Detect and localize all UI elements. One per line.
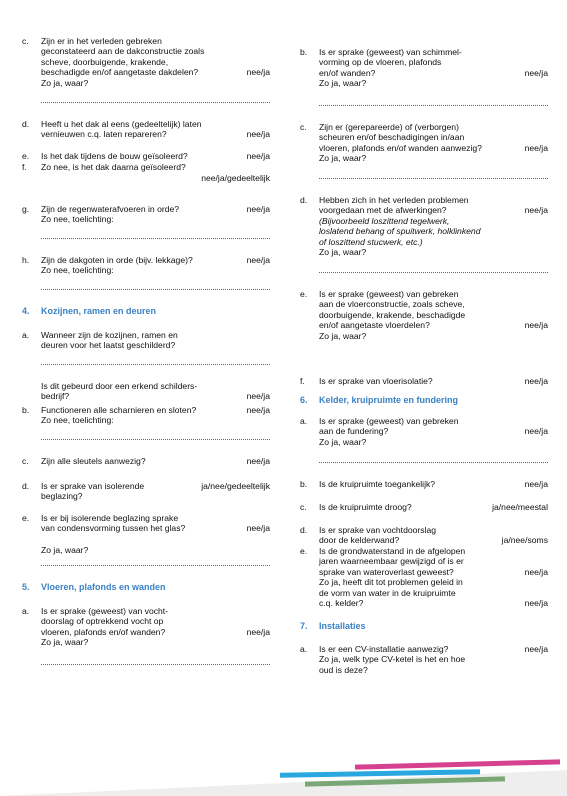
answer-option[interactable]: ja/nee/soms <box>501 535 548 545</box>
left-column <box>22 36 270 665</box>
question-cellar-b <box>300 479 548 490</box>
question-label: c. <box>300 122 307 132</box>
question-text: Functioneren alle scharnieren en sloten? Zo nee, toelichting: <box>41 405 197 426</box>
answer-option[interactable]: nee/ja <box>246 151 270 161</box>
question-label: b. <box>300 479 308 489</box>
answer-option[interactable]: nee/ja <box>246 391 270 401</box>
question-text: Is de kruipruimte toegankelijk? <box>319 479 436 489</box>
right-column <box>300 47 548 676</box>
section-heading-6 <box>300 395 548 407</box>
footer-bar-magenta <box>355 759 560 769</box>
question-text: Zijn er (gerepareerde) of (verborgen) scheuren en/of beschadigingen in/aan vloeren, plafonds en/of wanden aanwezig? Zo ja, waar? <box>319 122 482 164</box>
answer-line[interactable] <box>319 178 548 179</box>
question-text: Is er sprake (geweest) van gebreken aan de vloerconstructie, zoals scheve, doorbuigende, krakende, beschadigde en/of aangetaste vloerdelen? Zo ja, waar? <box>319 289 466 341</box>
question-cellar-a <box>300 416 548 448</box>
question-floors-f <box>300 376 548 387</box>
section-heading-7 <box>300 621 548 633</box>
question-label: d. <box>300 525 308 535</box>
question-installations-a <box>300 644 548 676</box>
question-text: Is er sprake van isolerende beglazing? <box>41 481 145 502</box>
question-label: e. <box>22 151 30 161</box>
question-label: a. <box>300 644 308 654</box>
question-text: Is er sprake (geweest) van gebreken aan de fundering? Zo ja, waar? <box>319 416 459 447</box>
answer-option[interactable]: nee/ja <box>524 598 548 608</box>
question-roof-f <box>22 162 270 184</box>
question-label: e. <box>300 289 308 299</box>
question-label: e. <box>22 513 30 523</box>
question-text: Is er sprake (geweest) van schimmel- vorming op de vloeren, plafonds en/of wanden? Zo ja, waar? <box>319 47 462 89</box>
section-title: Kozijnen, ramen en deuren <box>41 306 157 316</box>
question-text: Zo nee, is het dak daarna geïsoleerd? <box>41 162 186 172</box>
question-text: Zijn alle sleutels aanwezig? <box>41 456 146 466</box>
section-title: Kelder, kruipruimte en fundering <box>319 395 459 405</box>
section-title: Installaties <box>319 621 366 631</box>
answer-line[interactable] <box>319 105 548 106</box>
question-roof-h <box>22 255 270 277</box>
answer-option[interactable]: nee/ja <box>524 376 548 386</box>
answer-option[interactable]: nee/ja <box>524 143 548 153</box>
question-label: a. <box>22 606 30 616</box>
question-frames-c <box>22 456 270 467</box>
question-text: Zijn de dakgoten in orde (bijv. lekkage)? Zo nee, toelichting: <box>41 255 193 276</box>
follow-up: Zo ja, waar? <box>41 545 89 555</box>
question-label: c. <box>22 456 29 466</box>
question-cellar-d <box>300 525 548 546</box>
question-text: Is het dak tijdens de bouw geïsoleerd? <box>41 151 188 161</box>
question-roof-g <box>22 204 270 226</box>
section-heading-5 <box>22 582 270 594</box>
answer-line[interactable] <box>41 364 270 365</box>
question-frames-a2 <box>22 381 270 403</box>
answer-line[interactable] <box>319 462 548 463</box>
section-heading-4 <box>22 306 270 318</box>
question-frames-d <box>22 481 270 503</box>
follow-up: Zo ja, waar? <box>41 78 89 88</box>
answer-option[interactable]: nee/ja <box>524 567 548 577</box>
answer-option[interactable]: ja/nee/gedeeltelijk <box>201 481 270 491</box>
question-label: b. <box>300 47 308 57</box>
question-frames-a <box>22 330 270 352</box>
answer-line[interactable] <box>41 565 270 566</box>
answer-line[interactable] <box>41 102 270 103</box>
question-cellar-c <box>300 502 548 513</box>
question-text: Is er sprake (geweest) van vocht- doorslag of optrekkend vocht op vloeren, plafonds en/of wanden? Zo ja, waar? <box>41 606 169 648</box>
answer-option[interactable]: nee/ja <box>524 205 548 215</box>
answer-line[interactable] <box>319 272 548 273</box>
answer-option[interactable]: nee/ja <box>246 523 270 533</box>
question-floors-e <box>300 289 548 342</box>
question-text: Is dit gebeurd door een erkend schilders- bedrijf? <box>41 381 198 402</box>
question-text: Hebben zich in het verleden problemen voorgedaan met de afwerkingen? <box>319 195 469 216</box>
question-label: h. <box>22 255 30 265</box>
section-number: 7. <box>300 621 308 631</box>
answer-line[interactable] <box>41 664 270 665</box>
question-text: Zijn er in het verleden gebreken geconstateerd aan de dakconstructie zoals scheve, doorbuigende, krakende, beschadigde en/of aangetaste dakdelen? <box>41 36 205 78</box>
question-label: d. <box>300 195 308 205</box>
question-text: Is er een CV-installatie aanwezig? Zo ja, welk type CV-ketel is het en hoe oud is deze? <box>319 644 466 675</box>
question-label: d. <box>22 481 30 491</box>
answer-option[interactable]: nee/ja <box>524 479 548 489</box>
answer-option[interactable]: nee/ja <box>246 255 270 265</box>
question-label: a. <box>22 330 30 340</box>
question-label: g. <box>22 204 30 214</box>
question-floors-d <box>300 195 548 258</box>
answer-option[interactable]: ja/nee/meestal <box>492 502 548 512</box>
section-number: 6. <box>300 395 308 405</box>
question-example: (Bijvoorbeeld loszittend tegelwerk, loslatend behang of spuitwerk, holklinkend of loszittend stucwerk, etc.) <box>319 215 481 247</box>
question-floors-c <box>300 122 548 164</box>
answer-option[interactable]: nee/ja <box>524 68 548 78</box>
question-label: f. <box>22 162 27 172</box>
answer-option[interactable]: nee/ja <box>246 129 270 139</box>
question-floors-a <box>22 606 270 648</box>
question-text: Wanneer zijn de kozijnen, ramen en deuren voor het laatst geschilderd? <box>41 330 178 351</box>
follow-up: Zo ja, waar? <box>319 247 367 258</box>
question-text: Is de grondwaterstand in de afgelopen jaren waarneembaar gewijzigd of is er sprake van wateroverlast geweest? Zo ja, heeft dit tot problemen geleid in de vorm van water in de kruipruimte c.q. kelder? <box>319 546 466 609</box>
section-number: 4. <box>22 306 30 316</box>
section-title: Vloeren, plafonds en wanden <box>41 582 166 592</box>
answer-option[interactable]: nee/ja <box>246 204 270 214</box>
answer-option[interactable]: nee/ja <box>524 644 548 654</box>
question-text: Is er sprake van vloerisolatie? <box>319 376 433 386</box>
question-roof-c <box>22 36 270 88</box>
question-text: Is er bij isolerende beglazing sprake van condensvorming tussen het glas? <box>41 513 186 534</box>
answer-option[interactable]: nee/ja/gedeeltelijk <box>201 173 270 183</box>
question-label: f. <box>300 376 305 386</box>
answer-option[interactable]: nee/ja <box>246 627 270 637</box>
question-label: b. <box>22 405 30 415</box>
question-text: Zijn de regenwaterafvoeren in orde? Zo nee, toelichting: <box>41 204 180 225</box>
question-label: c. <box>300 502 307 512</box>
question-text: Heeft u het dak al eens (gedeeltelijk) laten vernieuwen c.q. laten repareren? <box>41 119 202 140</box>
answer-line[interactable] <box>41 238 270 239</box>
question-text: Is er sprake van vochtdoorslag door de kelderwand? <box>319 525 437 546</box>
answer-option[interactable]: nee/ja <box>246 405 270 415</box>
answer-line[interactable] <box>41 289 270 290</box>
answer-option[interactable]: nee/ja <box>524 320 548 330</box>
question-roof-d <box>22 119 270 141</box>
question-frames-b <box>22 405 270 427</box>
answer-option[interactable]: nee/ja <box>246 456 270 466</box>
question-text: Is de kruipruimte droog? <box>319 502 412 512</box>
question-frames-e <box>22 513 270 559</box>
answer-option[interactable]: nee/ja <box>524 426 548 436</box>
section-number: 5. <box>22 582 30 592</box>
question-label: a. <box>300 416 308 426</box>
answer-option[interactable]: nee/ja <box>246 67 270 77</box>
question-cellar-e <box>300 546 548 609</box>
question-label: e. <box>300 546 308 556</box>
question-label: c. <box>22 36 29 46</box>
question-floors-b <box>300 47 548 89</box>
answer-line[interactable] <box>41 439 270 440</box>
question-label: d. <box>22 119 30 129</box>
question-roof-e <box>22 151 270 162</box>
